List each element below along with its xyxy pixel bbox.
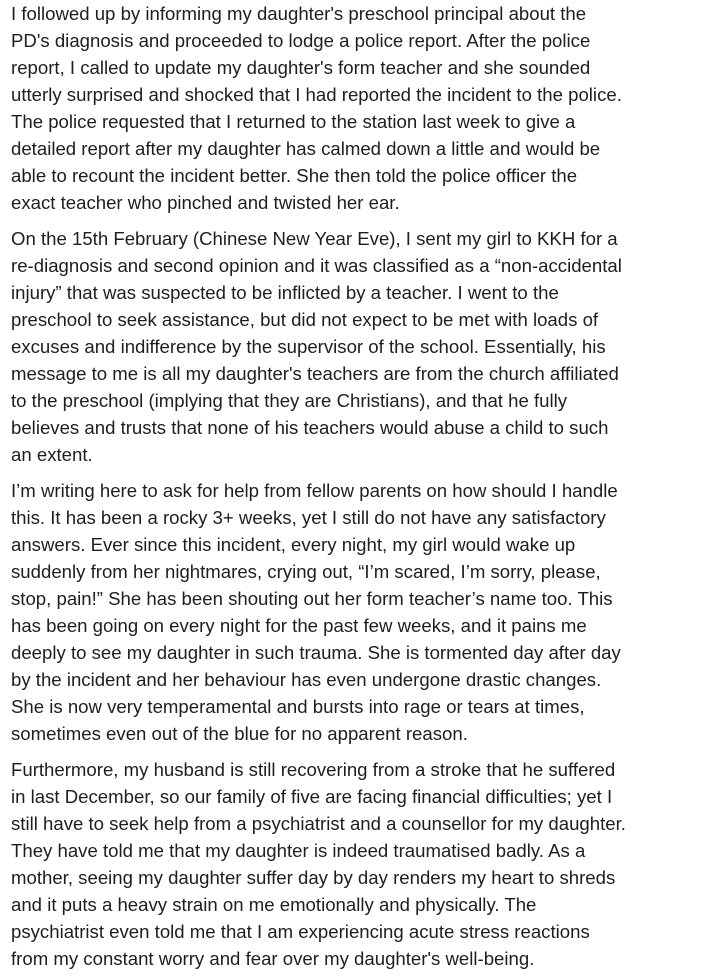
paragraph-line: this. It has been a rocky 3+ weeks, yet I still do not have any satisfactory	[11, 507, 606, 528]
paragraph-line: injury” that was suspected to be inflicted by a teacher. I went to the	[11, 282, 559, 303]
paragraph-line: mother, seeing my daughter suffer day by day renders my heart to shreds	[11, 867, 616, 888]
paragraph-line: deeply to see my daughter in such trauma. She is tormented day after day	[11, 642, 621, 663]
paragraph-line: an extent.	[11, 444, 93, 465]
paragraph-line: in last December, so our family of five are facing financial difficulties; yet I	[11, 786, 613, 807]
paragraph-line: They have told me that my daughter is indeed traumatised badly. As a	[11, 840, 586, 861]
paragraph-line: preschool to seek assistance, but did not expect to be met with loads of	[11, 309, 599, 330]
paragraph-line: I’m writing here to ask for help from fellow parents on how should I handle	[11, 480, 618, 501]
post-paragraph	[11, 756, 700, 972]
paragraph-line: On the 15th February (Chinese New Year Eve), I sent my girl to KKH for a	[11, 228, 618, 249]
paragraph-line: utterly surprised and shocked that I had reported the incident to the police.	[11, 84, 622, 105]
paragraph-line: PD's diagnosis and proceeded to lodge a police report. After the police	[11, 30, 591, 51]
post-paragraph	[11, 0, 700, 216]
post-paragraph	[11, 477, 700, 747]
paragraph-line: She is now very temperamental and bursts into rage or tears at times,	[11, 696, 585, 717]
paragraph-line: still have to seek help from a psychiatrist and a counsellor for my daughter.	[11, 813, 626, 834]
paragraph-line: report, I called to update my daughter's form teacher and she sounded	[11, 57, 591, 78]
paragraph-line: sometimes even out of the blue for no apparent reason.	[11, 723, 468, 744]
paragraph-line: exact teacher who pinched and twisted her ear.	[11, 192, 400, 213]
post-paragraph	[11, 225, 700, 468]
paragraph-line: able to recount the incident better. She then told the police officer the	[11, 165, 578, 186]
paragraph-line: and it puts a heavy strain on me emotionally and physically. The	[11, 894, 537, 915]
paragraph-line: from my constant worry and fear over my daughter's well-being.	[11, 948, 535, 969]
paragraph-line: Furthermore, my husband is still recovering from a stroke that he suffered	[11, 759, 616, 780]
paragraph-line: I followed up by informing my daughter's preschool principal about the	[11, 3, 587, 24]
paragraph-line: believes and trusts that none of his teachers would abuse a child to such	[11, 417, 609, 438]
paragraph-line: message to me is all my daughter's teachers are from the church affiliated	[11, 363, 619, 384]
paragraph-line: excuses and indifference by the supervisor of the school. Essentially, his	[11, 336, 606, 357]
paragraph-line: detailed report after my daughter has calmed down a little and would be	[11, 138, 601, 159]
paragraph-line: The police requested that I returned to the station last week to give a	[11, 111, 576, 132]
paragraph-line: by the incident and her behaviour has even undergone drastic changes.	[11, 669, 602, 690]
paragraph-line: psychiatrist even told me that I am experiencing acute stress reactions	[11, 921, 590, 942]
paragraph-line: answers. Ever since this incident, every night, my girl would wake up	[11, 534, 576, 555]
paragraph-line: has been going on every night for the past few weeks, and it pains me	[11, 615, 587, 636]
paragraph-line: to the preschool (implying that they are Christians), and that he fully	[11, 390, 568, 411]
paragraph-line: stop, pain!” She has been shouting out her form teacher’s name too. This	[11, 588, 613, 609]
paragraph-line: suddenly from her nightmares, crying out, “I’m scared, I’m sorry, please,	[11, 561, 601, 582]
paragraph-line: re-diagnosis and second opinion and it was classified as a “non-accidental	[11, 255, 622, 276]
